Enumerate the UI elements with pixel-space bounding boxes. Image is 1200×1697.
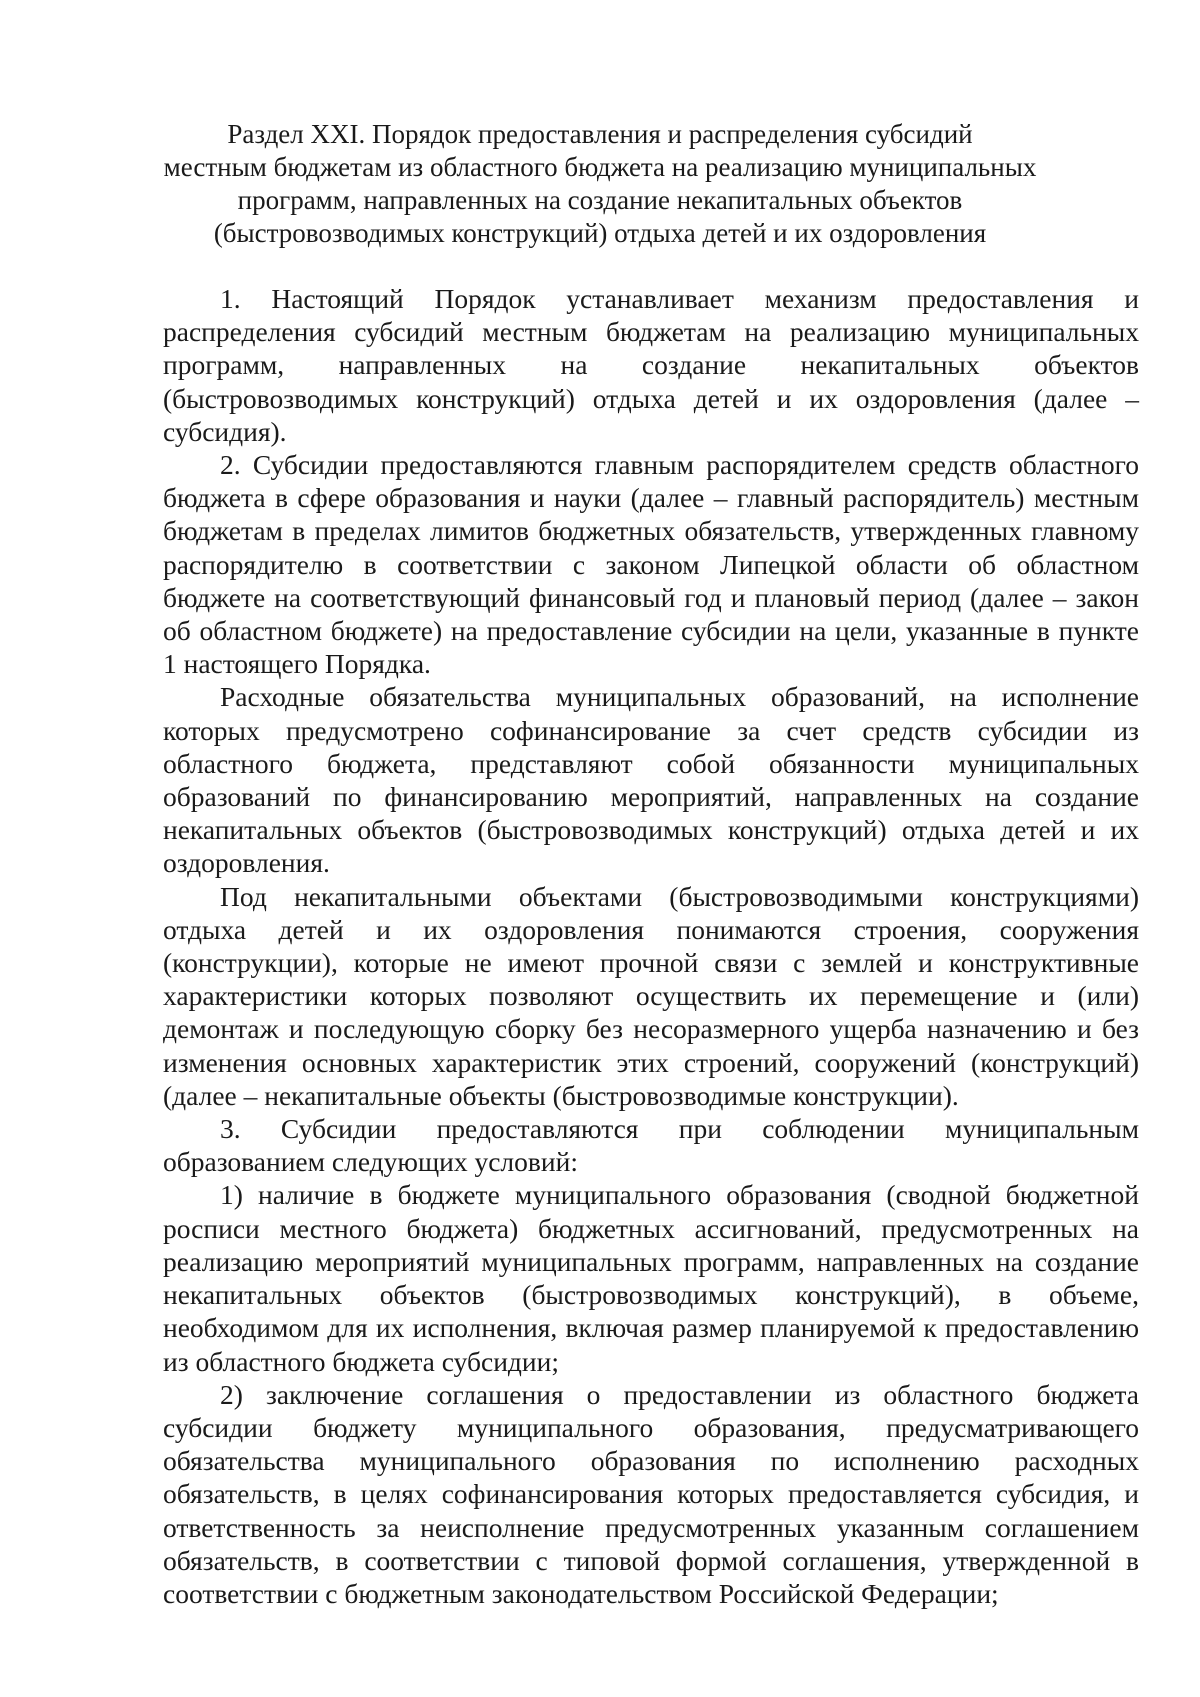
title-line: программ, направленных на создание некапитальных объектов xyxy=(237,185,963,215)
paragraph-expense-obligations: Расходные обязательства муниципальных образований, на исполнение которых предусмотрено софинансирование за счет средств субсидии из областного бюджета, представляют собой обязанности муниципальных образований по финансированию мероприятий, направленных на создание некапитальных объектов (быстровозводимых конструкций) отдыха детей и их оздоровления. xyxy=(163,681,1139,879)
title-line: местным бюджетам из областного бюджета на реализацию муниципальных xyxy=(163,152,1037,182)
section-title xyxy=(150,118,1050,250)
paragraph-item-1: 1. Настоящий Порядок устанавливает механизм предоставления и распределения субсидий местным бюджетам на реализацию муниципальных программ, направленных на создание некапитальных объектов (быстровозводимых конструкций) отдыха детей и их оздоровления (далее – субсидия). xyxy=(163,283,1139,447)
paragraph-definition: Под некапитальными объектами (быстровозводимыми конструкциями) отдыха детей и их оздоровления понимаются строения, сооружения (конструкции), которые не имеют прочной связи с землей и конструктивные характеристики которых позволяют осуществить их перемещение и (или) демонтаж и последующую сборку без несоразмерного ущерба назначению и без изменения основных характеристик этих строений, сооружений (конструкций) (далее – некапитальные объекты (быстровозводимые конструкции). xyxy=(163,880,1139,1111)
document-body xyxy=(163,282,1139,1610)
paragraph-condition-2: 2) заключение соглашения о предоставлении из областного бюджета субсидии бюджету муниципального образования, предусматривающего обязательства муниципального образования по исполнению расходных обязательств, в целях софинансирования которых предоставляется субсидия, и ответственность за неисполнение предусмотренных указанным соглашением обязательств, в соответствии с типовой формой соглашения, утвержденной в соответствии с бюджетным законодательством Российской Федерации; xyxy=(163,1378,1139,1609)
title-line: Раздел XXI. Порядок предоставления и распределения субсидий xyxy=(227,119,973,149)
paragraph-item-3: 3. Субсидии предоставляются при соблюдении муниципальным образованием следующих условий: xyxy=(163,1113,1139,1178)
title-line: (быстровозводимых конструкций) отдыха детей и их оздоровления xyxy=(213,218,987,248)
paragraph-item-2: 2. Субсидии предоставляются главным распорядителем средств областного бюджета в сфере образования и науки (далее – главный распорядитель) местным бюджетам в пределах лимитов бюджетных обязательств, утвержденных главному распорядителю в соответствии с законом Липецкой области об областном бюджете на соответствующий финансовый год и плановый период (далее – закон об областном бюджете) на предоставление субсидии на цели, указанные в пункте 1 настоящего Порядка. xyxy=(163,449,1139,680)
paragraph-condition-1: 1) наличие в бюджете муниципального образования (сводной бюджетной росписи местного бюджета) бюджетных ассигнований, предусмотренных на реализацию мероприятий муниципальных программ, направленных на создание некапитальных объектов (быстровозводимых конструкций), в объеме, необходимом для их исполнения, включая размер планируемой к предоставлению из областного бюджета субсидии; xyxy=(163,1179,1139,1377)
